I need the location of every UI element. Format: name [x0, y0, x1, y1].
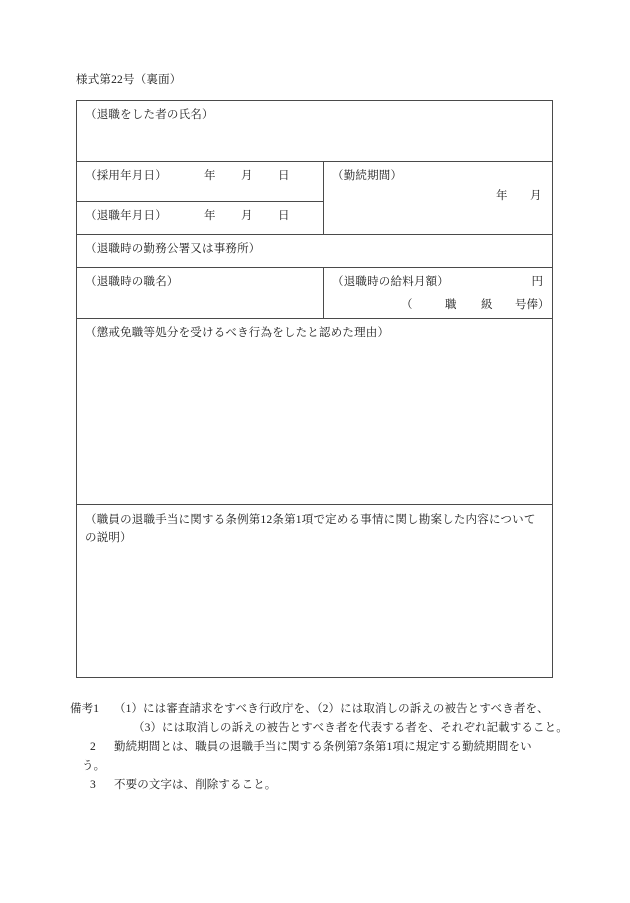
hire-date-month-mark: 月: [241, 170, 253, 182]
table-row-office: [77, 235, 553, 268]
label-hire-date: （採用年月日）: [85, 170, 167, 182]
note-1-line-1: （1）には審査請求をすべき行政庁を、（2）には取消しの訴えの被告とすべき者を、: [114, 703, 549, 715]
salary-kyu-mark: 級: [481, 299, 493, 311]
cell-service-period[interactable]: [324, 162, 553, 235]
table-row-reason: [77, 319, 553, 505]
table-row-hire-date: [77, 162, 553, 202]
label-explanation: （職員の退職手当に関する条例第12条第1項で定める事情に関し勘案した内容についての説明）: [85, 514, 536, 544]
cell-reason[interactable]: [77, 319, 553, 505]
hire-date-marks: [77, 168, 323, 185]
service-period-marks: [324, 188, 552, 205]
service-period-year-mark: 年: [496, 190, 508, 202]
note-2-line-1: 勤続期間とは、職員の退職手当に関する条例第7条第1項に規定する勤続期間をい: [114, 741, 532, 753]
note-item-3: [70, 776, 570, 795]
retire-date-year-mark: 年: [204, 210, 216, 222]
salary-open-paren: （: [401, 299, 413, 311]
retire-date-marks: [77, 208, 323, 225]
label-retire-date: （退職年月日）: [85, 210, 167, 222]
cell-explanation[interactable]: [77, 505, 553, 678]
form-title: 様式第22号（裏面）: [76, 74, 182, 86]
note-3-line-1: 不要の文字は、削除すること。: [114, 779, 277, 791]
label-position: （退職時の職名）: [85, 276, 179, 288]
cell-hire-date[interactable]: [77, 162, 324, 202]
note-item-1: [70, 700, 570, 738]
label-salary: （退職時の給料月額）: [332, 276, 449, 288]
salary-shoku-mark: 職: [445, 299, 457, 311]
retire-date-month-mark: 月: [241, 210, 253, 222]
notes-section: [70, 700, 570, 795]
label-service-period: （勤続期間）: [332, 170, 403, 182]
service-period-month-mark: 月: [530, 190, 542, 202]
cell-salary[interactable]: [324, 268, 553, 319]
cell-position[interactable]: [77, 268, 324, 319]
note-1-marker: 備考1: [70, 703, 100, 715]
label-office: （退職時の勤務公署又は事務所）: [85, 243, 261, 255]
retire-date-day-mark: 日: [278, 210, 290, 222]
note-2-line-2: う。: [82, 760, 106, 772]
cell-office[interactable]: [77, 235, 553, 268]
cell-retire-date[interactable]: [77, 202, 324, 235]
hire-date-day-mark: 日: [278, 170, 290, 182]
salary-rank-marks: [324, 297, 552, 314]
table-row-position-salary: [77, 268, 553, 319]
hire-date-year-mark: 年: [204, 170, 216, 182]
note-item-2: [70, 738, 570, 776]
salary-gou-mark: 号俸）: [515, 299, 550, 311]
label-retiree-name: （退職をした者の氏名）: [85, 109, 214, 121]
note-1-line-2: （3）には取消しの訴えの被告とすべき者を代表する者を、それぞれ記載すること。: [133, 722, 568, 734]
label-reason: （懲戒免職等処分を受けるべき行為をしたと認めた理由）: [85, 327, 390, 339]
note-2-marker: 2: [90, 741, 96, 753]
cell-retiree-name[interactable]: [77, 101, 553, 162]
table-row-name: [77, 101, 553, 162]
table-row-explanation: [77, 505, 553, 678]
salary-currency-mark: 円: [531, 276, 544, 288]
retirement-allowance-form-table: [76, 100, 553, 678]
note-3-marker: 3: [90, 779, 96, 791]
